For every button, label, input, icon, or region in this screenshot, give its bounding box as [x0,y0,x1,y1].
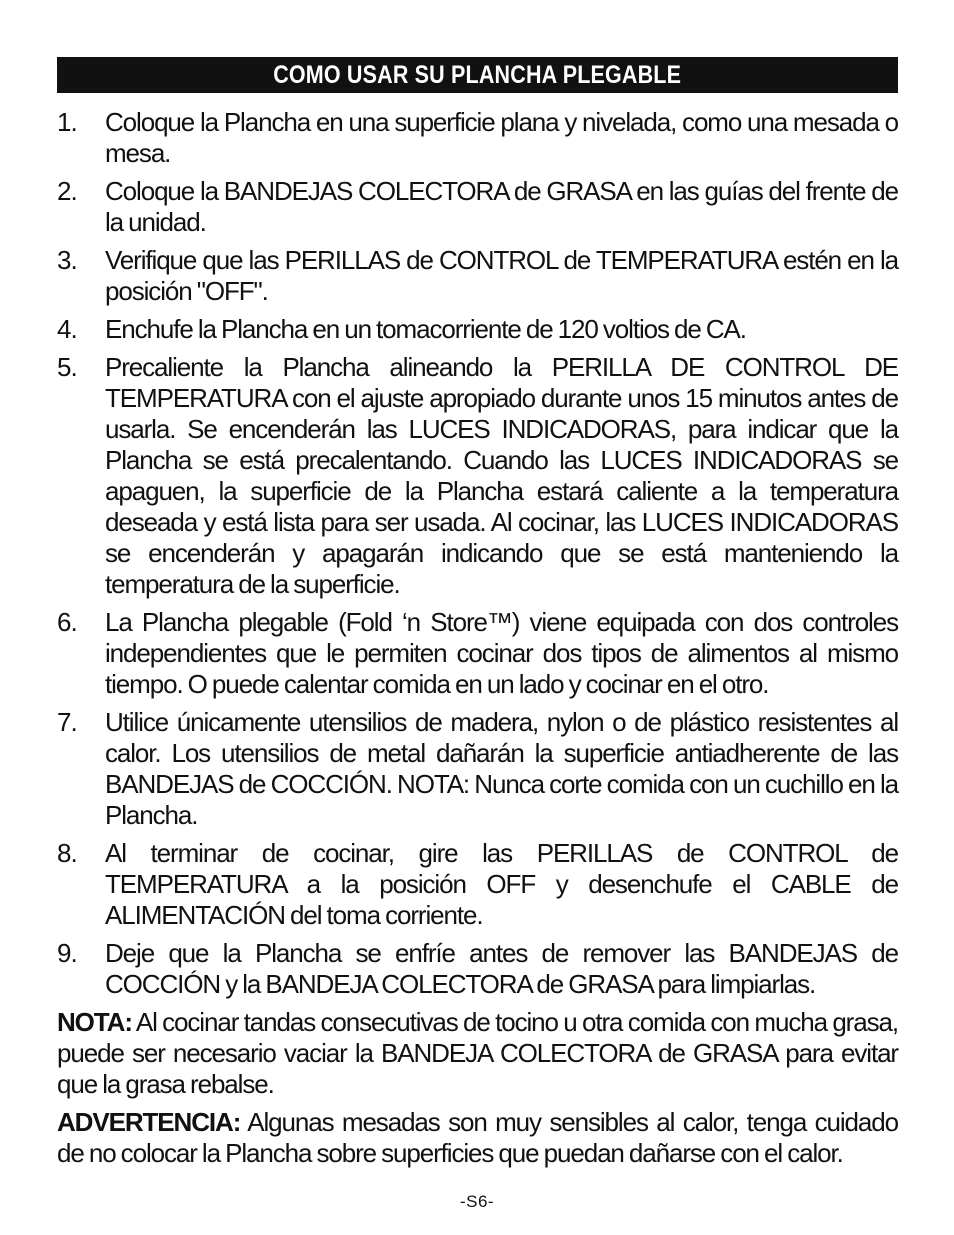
step-number: 1. [57,107,77,137]
step-number: 2. [57,176,77,206]
list-item [57,176,898,238]
step-text: La Plancha plegable (Fold ‘n Store™) viene equipada con dos controles independientes que le permiten cocinar dos tipos de alimentos al mismo tiempo. O puede calentar comida en un lado y cocinar en el otro. [105,607,898,699]
page-number: -S6- [459,1192,495,1211]
list-item [57,938,898,1000]
instruction-list [57,107,898,1000]
step-number: 8. [57,838,77,868]
step-text: Deje que la Plancha se enfríe antes de remover las BANDEJAS de COCCIÓN y la BANDEJA COLECTORA de GRASA para limpiarlas. [105,938,898,999]
list-item [57,107,898,169]
list-item [57,314,898,345]
step-text: Utilice únicamente utensilios de madera, nylon o de plástico resistentes al calor. Los utensilios de metal dañarán la superficie antiadherente de las BANDEJAS de COCCIÓN. NOTA: Nunca corte comida con un cuchillo en la Plancha. [105,707,898,830]
section-title-bar [57,57,898,93]
section-title: COMO USAR SU PLANCHA PLEGABLE [273,60,682,89]
step-number: 9. [57,938,77,968]
list-item [57,838,898,931]
step-number: 5. [57,352,77,382]
list-item [57,352,898,600]
step-text: Verifique que las PERILLAS de CONTROL de TEMPERATURA estén en la posición "OFF". [105,245,898,306]
note-paragraph [57,1007,898,1100]
note-label: NOTA: [57,1007,132,1037]
list-item [57,245,898,307]
list-item [57,707,898,831]
step-text: Coloque la Plancha en una superficie plana y nivelada, como una mesada o mesa. [105,107,898,168]
list-item [57,607,898,700]
step-text: Enchufe la Plancha en un tomacorriente de 120 voltios de CA. [105,314,746,344]
step-number: 3. [57,245,77,275]
step-text: Precaliente la Plancha alineando la PERILLA DE CONTROL DE TEMPERATURA con el ajuste apropiado durante unos 15 minutos antes de usarla. Se encenderán las LUCES INDICADORAS, para indicar que la Plancha se está precalentando. Cuando las LUCES INDICADORAS se apaguen, la superficie de la Plancha estará caliente a la temperatura deseada y está lista para ser usada. Al cocinar, las LUCES INDICADORAS se encenderán y apagarán indicando que se está manteniendo la temperatura de la superficie. [105,352,898,599]
note-text: Al cocinar tandas consecutivas de tocino u otra comida con mucha grasa, puede ser necesario vaciar la BANDEJA COLECTORA de GRASA para evitar que la grasa rebalse. [57,1007,898,1099]
manual-page [57,57,898,1176]
warning-label: ADVERTENCIA: [57,1107,241,1137]
warning-paragraph [57,1107,898,1169]
warning-text: Algunas mesadas son muy sensibles al calor, tenga cuidado de no colocar la Plancha sobre superficies que puedan dañarse con el calor. [57,1107,898,1168]
step-text: Al terminar de cocinar, gire las PERILLAS de CONTROL de TEMPERATURA a la posición OFF y desenchufe el CABLE de ALIMENTACIÓN del toma corriente. [105,838,898,930]
step-number: 4. [57,314,77,344]
step-number: 6. [57,607,77,637]
step-text: Coloque la BANDEJAS COLECTORA de GRASA en las guías del frente de la unidad. [105,176,898,237]
step-number: 7. [57,707,77,737]
